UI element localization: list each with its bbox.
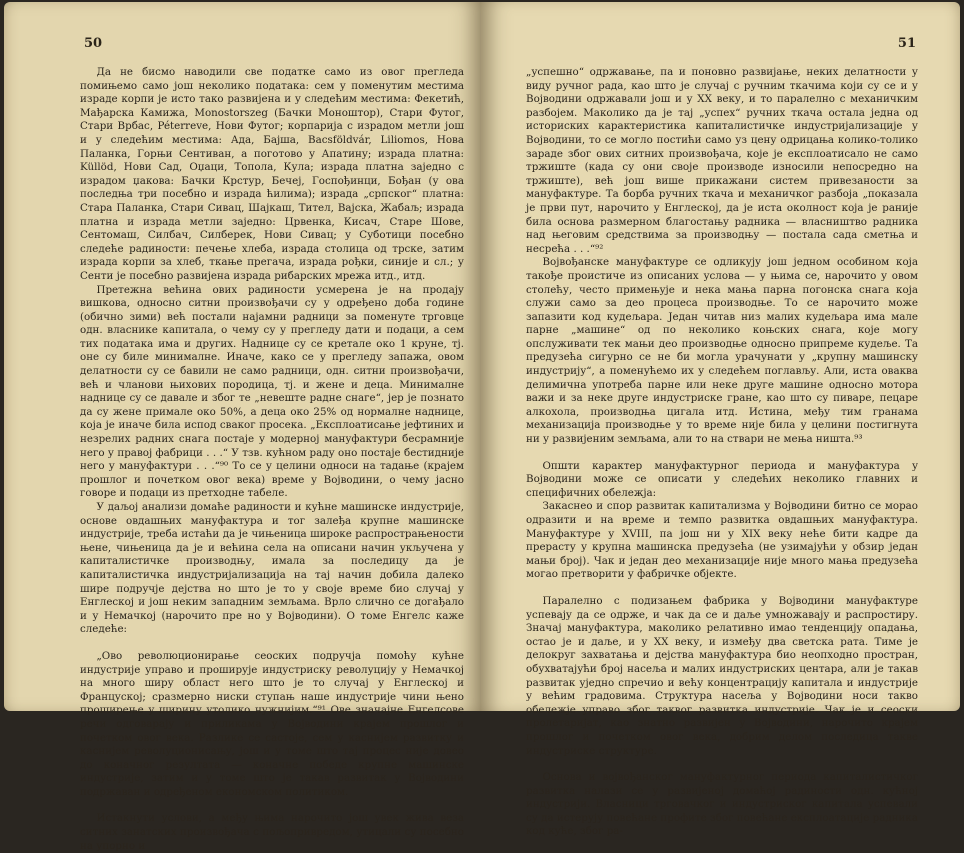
paragraph: Општи карактер мануфактурног периода и мануфактура у Војводини може се описати у следећих неколико главних и специфичних обележја:	[526, 459, 918, 499]
paragraph: Закаснео и спор развитак капитализма у Војводини битно се морао одразити и на време и темпо развитка овдашњих мануфактура. Мануфактуре у XVIII, па још ни у XIX веку нећe бити кадре да прерасту у крупна машинска предузећа (не узимајући у обзир један мањи број). Чак и један део механизације није много мања предузећа могао претворити у фабричке објекте.	[526, 500, 918, 581]
right-page-text	[526, 66, 918, 839]
paragraph: У даљој анализи домаће радиности и кућне машинске индустрије, основе овдашњих мануфактура и тог залеђа крупне машинске индустрије, треба истаћи да је чињеница широке распрострањености њене, чињеница да је и већина села на описани начин укључена у капиталистичке производњу, имала за последицу да је капиталистичка индустријализација на тај начин добила далеко шире подручје дејства но што је то у своје време био случај у Енглеској и још неким западним земљама. Врло слично се догађало и у Немачкој (нарочито пре но у Војводини). О томе Енгелс каже следеће:	[80, 501, 464, 636]
paragraph: Истакнути услови, а међу њима нарочито још увек жива веза ситних занатских произвођача с пољопривредом, утицали су посебно на упорно и	[80, 812, 464, 852]
left-page-text	[80, 66, 464, 853]
book-spread	[4, 2, 960, 852]
paragraph: „успешно“ одржавање, па и поновно развијање, неких делатности у виду ручног рада, као што је случај с ручним ткачима који су се и у Војводини одржавали још и у XX веку, и то паралелно с механичким разбојем. Маколико да је тај „успех“ ручних ткача остала једна од историских карактеристика капиталистичке индустријализације у Војводини, то се могло постићи само уз цену одрицања колико-толико зараде због ових ситних произвођача, које је експлоатисало не само тржиште (када су они своје производе износили непосредно на тржиште), већ још више прикажани систем привезаности за мануфактуре. Та борба ручних ткача и механичког разбоја „показала је први пут, нарочито у Енглеској, да је иста околност која је раније била основа размерном благостању радника — власништво радника над његовим средствима за производњу — постала сада сметња и несрећа . . .“⁹²	[526, 66, 918, 255]
paragraph: Паралелно с подизањем фабрика у Војводини мануфактуре успевају да се одрже, и чак да се и даље умножавају и распростиру. Значај мануфактура, маколико релативно имао тенденцију опадања, остао је и даље, и у XX веку, и између два светска рата. Тиме је делокруг захватања и дејства мануфактура био неопходно простран, обухватајући број насеља и малих индустриских центара, али је такав развитак уједно спречио и већу концентрацију капитала и индустрије у већим градовима. Структура насеља у Војводини носи такво обележје управо због таквог развитка индустрије. Чак је и сеоски пролетаријат, као знатно развијен у Војводини, нарочито крајем прошлог и почетком овог века, добрим делом последица такве индустриске структуре.	[526, 594, 918, 757]
paragraph: Војвођанске мануфактуре се одликују још једном особином која такође проистиче из описаних услова — у њима се, нарочито у овом столећу, често примењује и нека мања парна погонска снага која служи само за део процеса производње. То се нарочито може запазити код кудељара. Један читав низ малих кудељара има мале парне „машине“ од по неколико коњских снага, које могу опслуживати тек мањи део производње односно припреме кудеље. Та предузећа сигурно се не би могла урачунати у „крупну машинску индустрију“, а поменућемо их у следећем поглављу. Али, иста оваква делимична употреба парне или неке друге машине односно мотора важи и за неке друге индустриске гране, као што су пиваре, пецаре алкохола, производња цигала итд. Истина, међу тим гранама механизација производње у то време није била у целини постигнута ни у развијеним земљама, али то на ствари не мења ништа.⁹³	[526, 256, 918, 446]
page-number-left: 50	[84, 36, 103, 51]
paragraph: Основа и војвођанског мануфактурног периода капиталистичког развитка налази се у развијеној домаћој радиности одн. кућној индустрији. Власници трговачког и индустриског капитала успевали су да истерују повећане профите због повећане експлоатације радника код куће, због ра-	[526, 771, 918, 838]
paragraph-quote: „Ово революционирање сеоских подручја помоћу кућне индустрије управо и проширује индустриску револуцију у Немачкој на много ширу област него што је то случај у Енглеској и Француској; сразмерно ниски ступањ наше индустрије чини њено проширење у ширину утолико нужнијим.“⁹¹ Ове значајне Енгелсове речи одговарају и приликама у Војводини крајем прошлог и почетком овог века. Разлике се састоје, сем у каснијем развитку и каснијем револуционисању, још и у томе што тај процес није довео до коначног резултата — коначне победе крупне машинске индустрије, затим и у томе што је такав развитак у Војводини подржаван и одређеном економском политиком.	[80, 649, 464, 798]
left-page	[4, 2, 480, 852]
paragraph: Да не бисмо наводили све податке само из овог прегледа помињемо само још неколико података: сем у поменутим местима израде корпи је исто тако развијена и у следећим местима: Фекетић, Мађарска Камижа, Monostorszeg (Бачки Моноштор), Стари Футог, Стари Врбас, Péterreve, Нови Футог; корпарија с израдом метли још и у следећим местима: Ада, Бајша, Bacsföldvár, Liliomos, Нова Паланка, Горњи Сентиван, а поготово у Апатину; израда платна: Küllöd, Нови Сад, Оџаци, Топола, Кула; израда платна заједно с израдом џакова: Бачки Крстур, Бечеј, Госпођинци, Бођан (у ова последња три посебно и израда ћилима); израда „српског“ платна: Стара Паланка, Стари Сивац, Шајкаш, Тител, Вајска, Жабаљ; израда платна и израда метли заједно: Црвенка, Кисач, Старе Шове, Сентомаш, Силбач, Силберек, Нови Сивац; у Суботици посебно следеће радиности: печење хлеба, израда столица од трске, затим израда корпи за хлеб, ткање прегача, израда рођки, синије и сл.; у Сенти је посебно развијена израда рибарских мрежа итд., итд.	[80, 66, 464, 282]
paragraph: Претежна већина ових радиности усмерена је на продају вишкова, односно ситни произвођачи су у одређено доба године (обично зими) већ постали најамни радници за поменуте трговце одн. власнике капитала, о чему су у прегледу дати и подаци, а сем тих података има и других. Наднице су се кретале око 1 круне, тј. оне су биле минималне. Иначе, како се у прегледу запажа, овом делатности су се бавили не само радници, одн. ситни произвођачи, већ и чланови њихових породица, тј. и жене и деца. Минималне наднице су се давале и због те „невеште радне снаге“, јер је познато да су жене примале око 50%, а деца око 25% од нормалне наднице, која је иначе била испод сваког просека. „Експлоатисање јефтиних и незрелих радних снага постаје у модерној мануфактури бесрамније него у правој фабрици . . .“ У тзв. кућном раду оно постаје бестидније него у мануфактури . . .“⁹⁰ То се у целини односи на тадање (крајем прошлог и почетком овог века) време у Војводини, о чему јасно говоре и подаци из претходне табеле.	[80, 283, 464, 500]
page-number-right: 51	[897, 36, 916, 51]
right-page	[480, 2, 960, 838]
